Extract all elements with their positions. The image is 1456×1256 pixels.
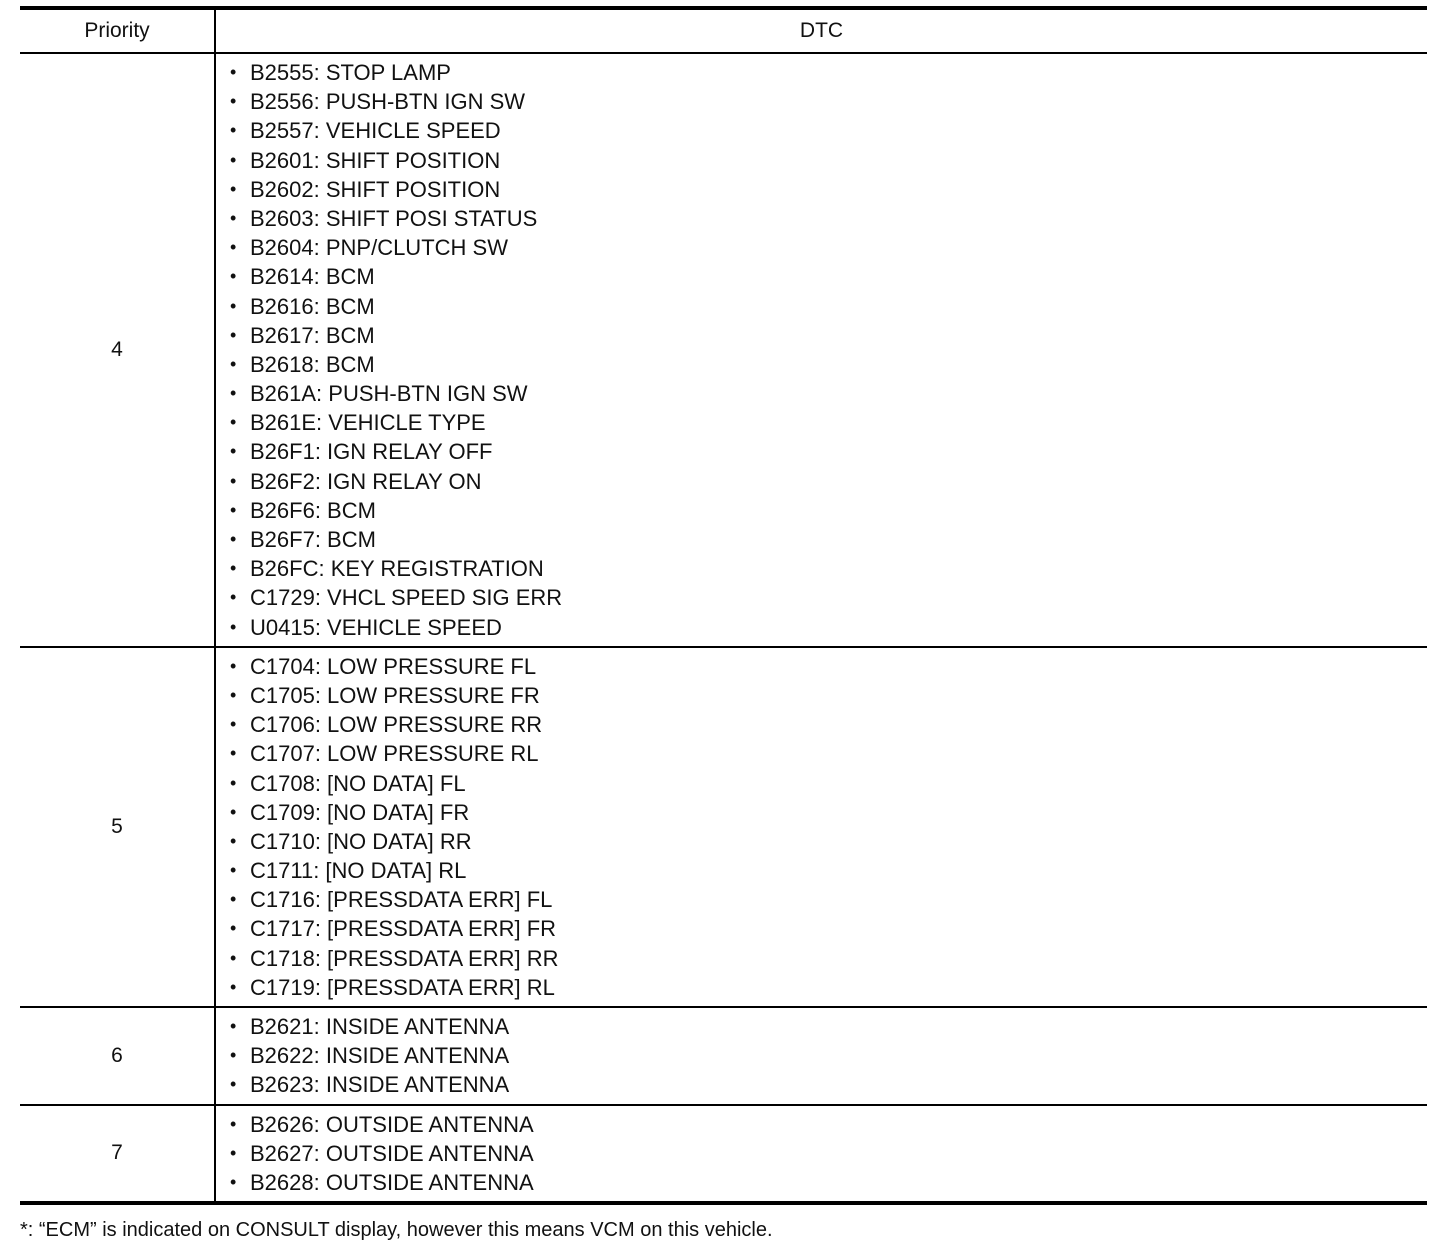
- dtc-code-text: B2622: INSIDE ANTENNA: [250, 1043, 510, 1069]
- bullet-icon: •: [230, 412, 237, 433]
- list-item: [230, 885, 1427, 914]
- dtc-code-text: C1705: LOW PRESSURE FR: [250, 682, 540, 708]
- list-item: [230, 350, 1427, 379]
- dtc-cell: [215, 647, 1427, 1007]
- list-item: [230, 710, 1427, 739]
- bullet-icon: •: [230, 499, 237, 520]
- list-item: [230, 233, 1427, 262]
- dtc-cell: [215, 1007, 1427, 1105]
- priority-cell: 7: [20, 1105, 215, 1204]
- dtc-code-text: C1718: [PRESSDATA ERR] RR: [250, 945, 559, 971]
- dtc-code-text: C1706: LOW PRESSURE RR: [250, 712, 543, 738]
- footnote: *: “ECM” is indicated on CONSULT display, however this means VCM on this vehicle.: [20, 1219, 773, 1241]
- dtc-code-text: B2557: VEHICLE SPEED: [250, 118, 501, 144]
- list-item: [230, 856, 1427, 885]
- dtc-code-text: C1704: LOW PRESSURE FL: [250, 653, 537, 679]
- table-row: [20, 1007, 1427, 1105]
- dtc-code-text: B2621: INSIDE ANTENNA: [250, 1014, 510, 1039]
- list-item: [230, 973, 1427, 1002]
- list-item: [230, 204, 1427, 233]
- bullet-icon: •: [230, 860, 237, 881]
- dtc-list: [216, 1012, 1427, 1100]
- bullet-icon: •: [230, 743, 237, 764]
- dtc-code-text: B2618: BCM: [250, 351, 375, 377]
- table-body: [20, 53, 1427, 1203]
- bullet-icon: •: [230, 529, 237, 549]
- dtc-code-text: B26F6: BCM: [250, 497, 376, 523]
- list-item: [230, 262, 1427, 291]
- dtc-code-text: C1719: [PRESSDATA ERR] RL: [250, 974, 555, 1000]
- bullet-icon: •: [230, 655, 237, 676]
- bullet-icon: •: [230, 801, 237, 822]
- bullet-icon: •: [230, 976, 237, 997]
- priority-cell: 5: [20, 647, 215, 1007]
- list-item: [230, 769, 1427, 798]
- list-item: [230, 613, 1427, 642]
- bullet-icon: •: [230, 62, 237, 82]
- bullet-icon: •: [230, 1045, 237, 1066]
- dtc-code-text: B26FC: KEY REGISTRATION: [250, 556, 544, 582]
- dtc-priority-table: [20, 6, 1427, 1205]
- dtc-code-text: B2626: OUTSIDE ANTENNA: [250, 1111, 534, 1137]
- bullet-icon: •: [230, 714, 237, 735]
- dtc-code-text: C1708: [NO DATA] FL: [250, 770, 466, 796]
- list-item: [230, 437, 1427, 466]
- dtc-code-text: C1729: VHCL SPEED SIG ERR: [250, 585, 563, 611]
- bullet-icon: •: [230, 918, 237, 939]
- bullet-icon: •: [230, 237, 237, 258]
- list-item: [230, 1139, 1427, 1168]
- bullet-icon: •: [230, 1171, 237, 1192]
- bullet-icon: •: [230, 383, 237, 404]
- list-item: [230, 1168, 1427, 1197]
- bullet-icon: •: [230, 120, 237, 141]
- list-item: [230, 467, 1427, 496]
- dtc-code-text: C1710: [NO DATA] RR: [250, 828, 472, 854]
- list-item: [230, 321, 1427, 350]
- bullet-icon: •: [230, 1142, 237, 1163]
- dtc-code-text: B261A: PUSH-BTN IGN SW: [250, 381, 528, 407]
- list-item: [230, 525, 1427, 554]
- dtc-list: [216, 58, 1427, 642]
- bullet-icon: •: [230, 353, 237, 374]
- table-row: [20, 1105, 1427, 1204]
- dtc-code-text: B26F2: IGN RELAY ON: [250, 468, 482, 494]
- dtc-code-text: B2616: BCM: [250, 293, 375, 319]
- dtc-code-text: B261E: VEHICLE TYPE: [250, 410, 486, 436]
- priority-cell: 6: [20, 1007, 215, 1105]
- dtc-code-text: B2603: SHIFT POSI STATUS: [250, 205, 538, 231]
- dtc-code-text: B2628: OUTSIDE ANTENNA: [250, 1169, 534, 1195]
- list-item: [230, 739, 1427, 768]
- list-item: [230, 1012, 1427, 1041]
- list-item: [230, 583, 1427, 612]
- dtc-code-text: B2623: INSIDE ANTENNA: [250, 1072, 510, 1098]
- bullet-icon: •: [230, 1016, 237, 1036]
- list-item: [230, 116, 1427, 145]
- dtc-code-text: B2601: SHIFT POSITION: [250, 147, 501, 173]
- list-item: [230, 58, 1427, 87]
- list-item: [230, 914, 1427, 943]
- dtc-code-text: C1711: [NO DATA] RL: [250, 858, 467, 884]
- table-row: [20, 647, 1427, 1007]
- list-item: [230, 944, 1427, 973]
- bullet-icon: •: [230, 149, 237, 170]
- dtc-code-text: C1707: LOW PRESSURE RL: [250, 741, 539, 767]
- dtc-code-text: C1716: [PRESSDATA ERR] FL: [250, 887, 553, 913]
- bullet-icon: •: [230, 91, 237, 112]
- dtc-code-text: B26F7: BCM: [250, 527, 376, 552]
- dtc-code-text: B26F1: IGN RELAY OFF: [250, 439, 493, 465]
- priority-cell: 4: [20, 53, 215, 647]
- list-item: [230, 146, 1427, 175]
- list-item: [230, 827, 1427, 856]
- dtc-code-text: B2604: PNP/CLUTCH SW: [250, 235, 508, 261]
- bullet-icon: •: [230, 947, 237, 968]
- list-item: [230, 554, 1427, 583]
- list-item: [230, 681, 1427, 710]
- dtc-code-text: C1709: [NO DATA] FR: [250, 799, 470, 825]
- list-item: [230, 1110, 1427, 1139]
- table-row: [20, 53, 1427, 647]
- bullet-icon: •: [230, 470, 237, 491]
- bullet-icon: •: [230, 295, 237, 316]
- dtc-code-text: B2617: BCM: [250, 322, 375, 348]
- list-item: [230, 408, 1427, 437]
- bullet-icon: •: [230, 207, 237, 228]
- list-item: [230, 175, 1427, 204]
- list-item: [230, 379, 1427, 408]
- list-item: [230, 1070, 1427, 1099]
- dtc-list: [216, 652, 1427, 1002]
- list-item: [230, 496, 1427, 525]
- dtc-code-text: U0415: VEHICLE SPEED: [250, 614, 502, 640]
- bullet-icon: •: [230, 616, 237, 637]
- list-item: [230, 292, 1427, 321]
- bullet-icon: •: [230, 772, 237, 793]
- dtc-column-header: DTC: [215, 8, 1427, 53]
- table-header: [20, 8, 1427, 53]
- bullet-icon: •: [230, 889, 237, 910]
- list-item: [230, 1041, 1427, 1070]
- dtc-cell: [215, 53, 1427, 647]
- bullet-icon: •: [230, 830, 237, 851]
- list-item: [230, 798, 1427, 827]
- dtc-code-text: C1717: [PRESSDATA ERR] FR: [250, 916, 557, 942]
- dtc-code-text: B2555: STOP LAMP: [250, 60, 451, 85]
- dtc-code-text: B2627: OUTSIDE ANTENNA: [250, 1140, 534, 1166]
- bullet-icon: •: [230, 266, 237, 287]
- header-row: [20, 8, 1427, 53]
- bullet-icon: •: [230, 324, 237, 345]
- dtc-code-text: B2602: SHIFT POSITION: [250, 176, 501, 202]
- bullet-icon: •: [230, 684, 237, 705]
- dtc-code-text: B2614: BCM: [250, 264, 375, 290]
- bullet-icon: •: [230, 178, 237, 199]
- bullet-icon: •: [230, 441, 237, 462]
- dtc-list: [216, 1110, 1427, 1198]
- bullet-icon: •: [230, 558, 237, 579]
- list-item: [230, 652, 1427, 681]
- dtc-cell: [215, 1105, 1427, 1204]
- bullet-icon: •: [230, 1113, 237, 1134]
- bullet-icon: •: [230, 1074, 237, 1095]
- dtc-code-text: B2556: PUSH-BTN IGN SW: [250, 89, 526, 115]
- list-item: [230, 87, 1427, 116]
- bullet-icon: •: [230, 587, 237, 608]
- priority-column-header: Priority: [20, 8, 215, 53]
